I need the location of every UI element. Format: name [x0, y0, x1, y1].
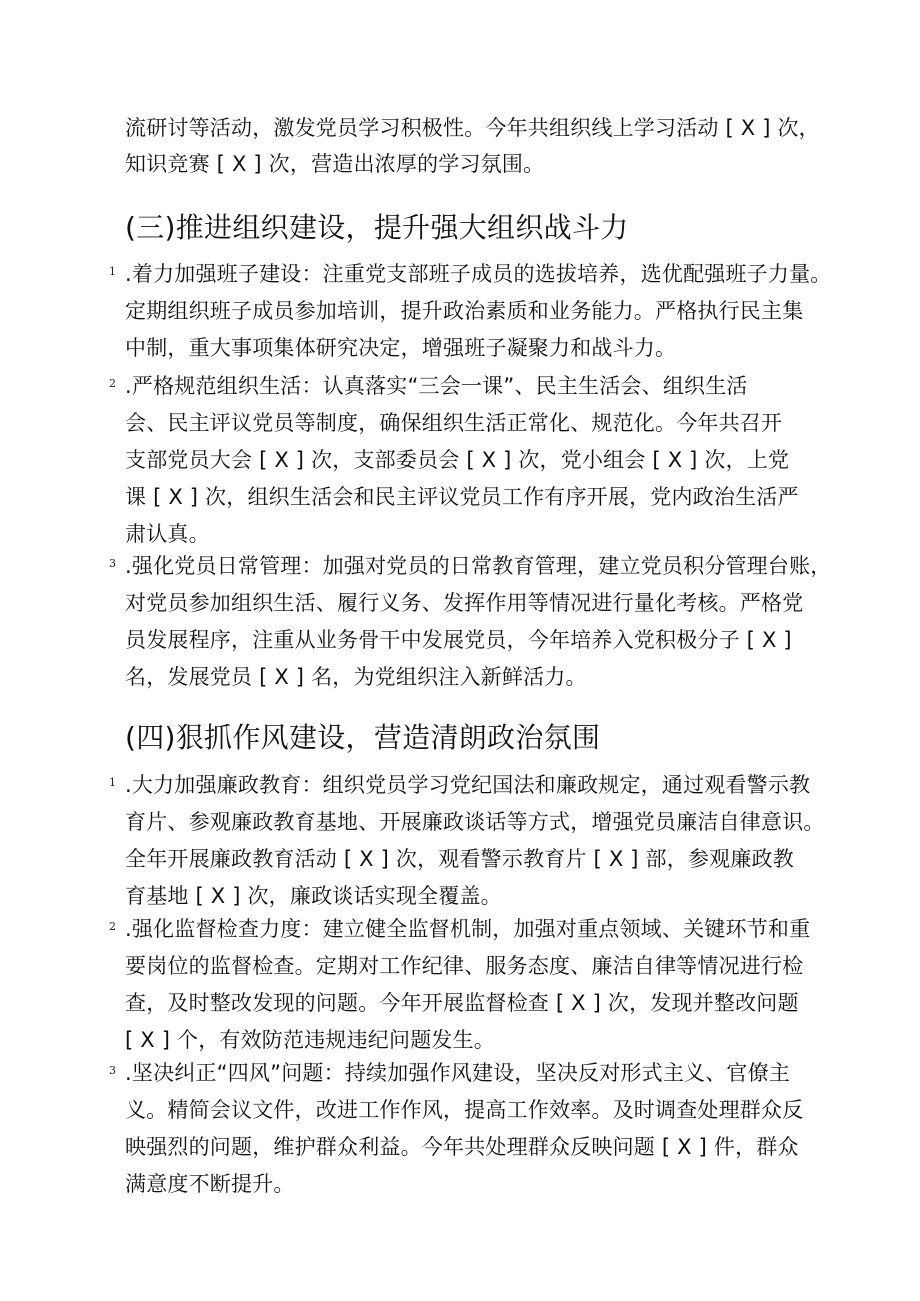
- item-line: .着力加强班子建设：注重党支部班子成员的选拔培养，选优配强班子力量。: [125, 262, 832, 286]
- item-line: 支部党员大会 [ X ] 次，支部委员会 [ X ] 次，党小组会 [ X ] 次，上党: [125, 448, 790, 472]
- item-line: 对党员参加组织生活、履行义务、发挥作用等情况进行量化考核。严格党: [125, 591, 804, 615]
- item-line: 中制，重大事项集体研究决定，增强班子凝聚力和战斗力。: [125, 336, 677, 360]
- list-item: [109, 1055, 825, 1203]
- intro-paragraph: [125, 110, 825, 182]
- item-line: .强化监督检查力度：建立健全监督机制，加强对重点领域、关键环节和重: [125, 917, 811, 941]
- item-line: 员发展程序，注重从业务骨干中发展党员，今年培养入党积极分子 [ X ]: [125, 628, 792, 652]
- item-number: 2: [109, 920, 117, 933]
- item-line: .强化党员日常管理：加强对党员的日常教育管理，建立党员积分管理台账，: [125, 554, 832, 578]
- item-line: 全年开展廉政教育活动 [ X ] 次，观看警示教育片 [ X ] 部，参观廉政教: [125, 847, 794, 871]
- list-item: [109, 368, 825, 553]
- item-line: 满意度不断提升。: [125, 1172, 295, 1196]
- item-line: 义。精简会议文件，改进工作作风，提高工作效率。及时调查处理群众反: [125, 1098, 804, 1122]
- item-line: 定期组织班子成员参加培训，提升政治素质和业务能力。严格执行民主集: [125, 299, 804, 323]
- list-item: [109, 911, 825, 1059]
- item-line: [ X ] 个，有效防范违规违纪问题发生。: [125, 1028, 495, 1052]
- item-line: 会、民主评议党员等制度，确保组织生活正常化、规范化。今年共召开: [125, 411, 783, 435]
- section-heading: (三)推进组织建设，提升强大组织战斗力: [125, 211, 629, 244]
- item-number: 1: [109, 776, 117, 789]
- item-line: 育片、参观廉政教育基地、开展廉政谈话等方式，增强党员廉洁自律意识。: [125, 810, 825, 834]
- paragraph-line: 流研讨等活动，激发党员学习积极性。今年共组织线上学习活动 [ X ] 次，: [125, 116, 820, 140]
- item-line: 映强烈的问题，维护群众利益。今年共处理群众反映问题 [ X ] 件，群众: [125, 1135, 799, 1159]
- item-number: 3: [109, 557, 117, 570]
- item-line: .坚决纠正“四风”问题：持续加强作风建设，坚决反对形式主义、官僚主: [125, 1061, 791, 1085]
- list-item: [109, 548, 832, 696]
- list-item: [109, 767, 825, 915]
- list-item: [109, 256, 832, 367]
- item-line: 肃认真。: [125, 522, 210, 546]
- item-number: 3: [109, 1064, 117, 1077]
- item-number: 1: [109, 265, 117, 278]
- item-number: 2: [109, 377, 117, 390]
- section-heading: (四)狠抓作风建设，营造清朗政治氛围: [125, 721, 601, 754]
- item-line: 查，及时整改发现的问题。今年开展监督检查 [ X ] 次，发现并整改问题: [125, 991, 799, 1015]
- paragraph-line: 知识竞赛 [ X ] 次，营造出浓厚的学习氛围。: [125, 152, 545, 176]
- item-line: .严格规范组织生活：认真落实“三会一课”、民主生活会、组织生活: [125, 374, 748, 398]
- item-line: 育基地 [ X ] 次，廉政谈话实现全覆盖。: [125, 884, 502, 908]
- item-line: 课 [ X ] 次，组织生活会和民主评议党员工作有序开展，党内政治生活严: [125, 485, 799, 509]
- item-line: 要岗位的监督检查。定期对工作纪律、服务态度、廉洁自律等情况进行检: [125, 954, 804, 978]
- item-line: 名，发展党员 [ X ] 名，为党组织注入新鲜活力。: [125, 665, 587, 689]
- item-line: .大力加强廉政教育：组织党员学习党纪国法和廉政规定，通过观看警示教: [125, 773, 811, 797]
